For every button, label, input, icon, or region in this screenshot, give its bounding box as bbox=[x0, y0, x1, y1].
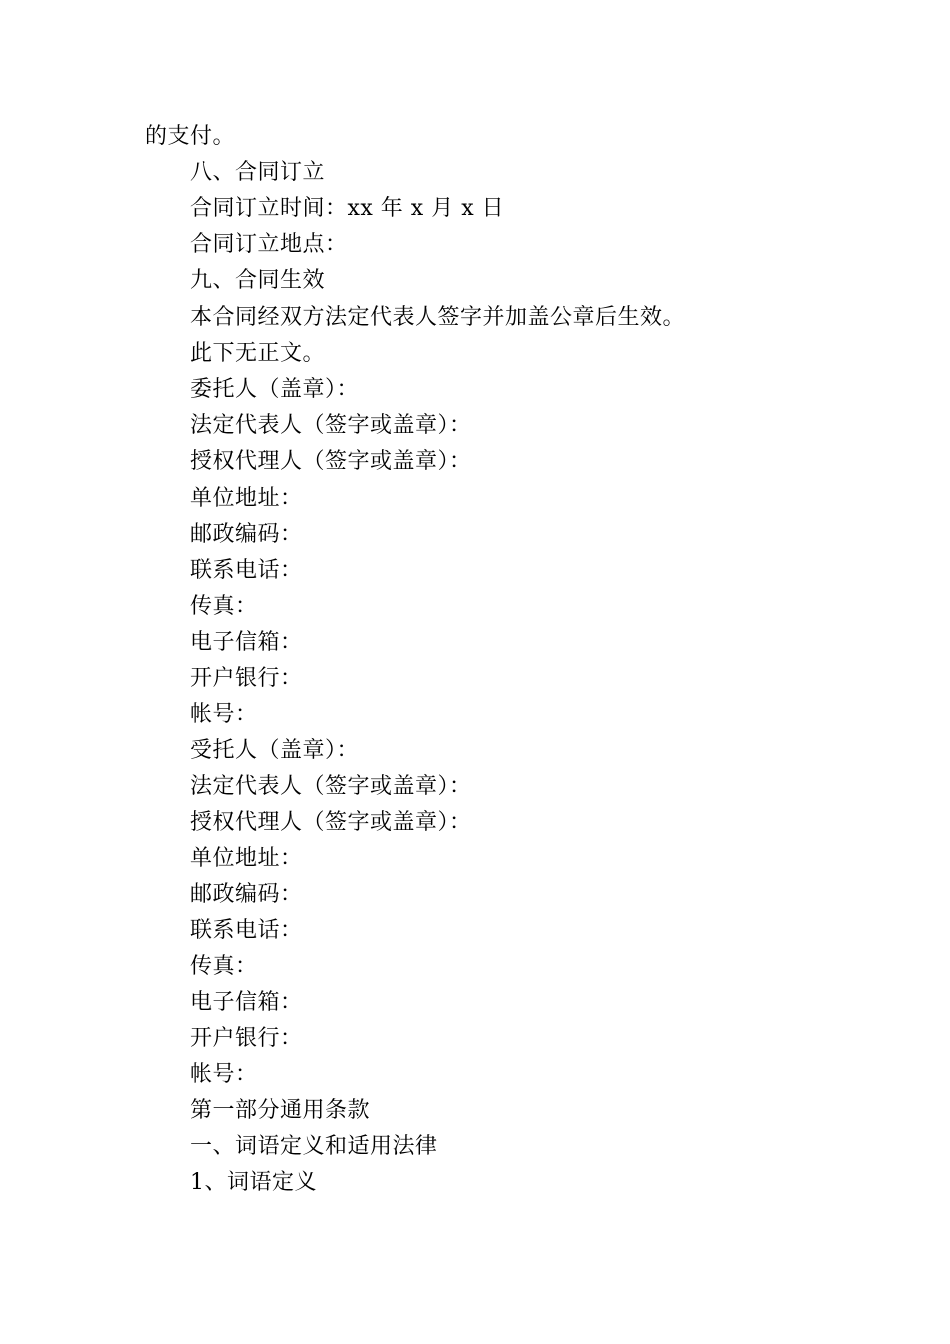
principal-address: 单位地址： bbox=[190, 486, 303, 511]
agent-postcode: 邮政编码： bbox=[190, 882, 303, 907]
principal-bank: 开户银行： bbox=[190, 666, 303, 691]
definitions-law-heading: 一、词语定义和适用法律 bbox=[190, 1134, 438, 1159]
principal-seal: 委托人（盖章）： bbox=[190, 377, 360, 402]
continuation-text: 的支付。 bbox=[145, 124, 236, 149]
agent-phone: 联系电话： bbox=[190, 918, 303, 943]
effectiveness-clause: 本合同经双方法定代表人签字并加盖公章后生效。 bbox=[190, 305, 686, 330]
agent-bank: 开户银行： bbox=[190, 1026, 303, 1051]
principal-email: 电子信箱： bbox=[190, 630, 303, 655]
contract-signing-time: 合同订立时间：xx 年 x 月 x 日 bbox=[190, 196, 505, 221]
principal-fax: 传真： bbox=[190, 594, 258, 619]
principal-phone: 联系电话： bbox=[190, 558, 303, 583]
part-one-heading: 第一部分通用条款 bbox=[190, 1098, 371, 1123]
agent-legal-rep: 法定代表人（签字或盖章）： bbox=[190, 774, 472, 799]
end-of-text-note: 此下无正文。 bbox=[190, 341, 326, 366]
section-heading-9: 九、合同生效 bbox=[190, 268, 326, 293]
principal-account: 帐号： bbox=[190, 702, 258, 727]
agent-authorized-agent: 授权代理人（签字或盖章）： bbox=[190, 810, 472, 835]
agent-account: 帐号： bbox=[190, 1062, 258, 1087]
agent-address: 单位地址： bbox=[190, 846, 303, 871]
section-heading-8: 八、合同订立 bbox=[190, 160, 326, 185]
agent-seal: 受托人（盖章）： bbox=[190, 738, 360, 763]
contract-signing-place: 合同订立地点： bbox=[190, 232, 348, 257]
principal-postcode: 邮政编码： bbox=[190, 522, 303, 547]
principal-authorized-agent: 授权代理人（签字或盖章）： bbox=[190, 449, 472, 474]
agent-email: 电子信箱： bbox=[190, 990, 303, 1015]
definitions-subheading: 1、词语定义 bbox=[190, 1170, 317, 1195]
agent-fax: 传真： bbox=[190, 954, 258, 979]
principal-legal-rep: 法定代表人（签字或盖章）： bbox=[190, 413, 472, 438]
